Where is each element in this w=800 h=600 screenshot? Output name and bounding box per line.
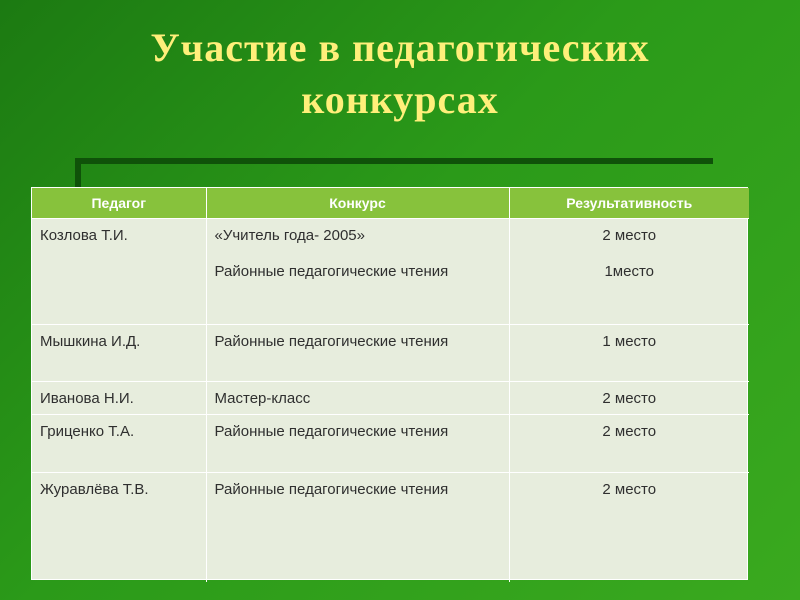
contest-entry: Районные педагогические чтения [214, 263, 449, 280]
result-entry: 1место [604, 263, 655, 280]
result-cell: 1 место [509, 325, 749, 382]
teacher-cell: Козлова Т.И. [32, 219, 206, 325]
decorative-line [75, 158, 713, 164]
table-row [32, 325, 749, 382]
contest-cell: Мастер-класс [206, 382, 509, 415]
table-row [32, 415, 749, 473]
header-result: Результативность [509, 188, 749, 219]
result-cell: 2 место [509, 382, 749, 415]
result-cell: 2 место [602, 481, 657, 498]
table-row [32, 219, 749, 325]
contest-cell: Районные педагогические чтения [206, 325, 509, 382]
contest-table [32, 188, 749, 582]
teacher-cell: Журавлёва Т.В. [32, 473, 206, 582]
contest-cell [206, 219, 509, 325]
table-header-row [32, 188, 749, 219]
table-row [32, 382, 749, 415]
contest-entry: «Учитель года- 2005» [214, 227, 365, 244]
header-contest: Конкурс [206, 188, 509, 219]
slide-title-line-2: конкурсах [301, 77, 499, 122]
table-row [32, 473, 749, 582]
header-teacher: Педагог [32, 188, 206, 219]
decorative-line-side [75, 158, 81, 188]
slide-title-line-1: Участие в педагогических [150, 25, 650, 70]
teacher-cell: Иванова Н.И. [32, 382, 206, 415]
contest-table-container [31, 187, 748, 580]
contest-cell: Районные педагогические чтения [206, 415, 509, 473]
contest-cell: Районные педагогические чтения [206, 473, 509, 582]
slide-title [0, 22, 800, 126]
result-entry: 2 место [602, 227, 657, 244]
teacher-cell: Гриценко Т.А. [32, 415, 206, 473]
result-cell [509, 219, 749, 325]
result-cell: 2 место [509, 415, 749, 473]
teacher-cell: Мышкина И.Д. [32, 325, 206, 382]
